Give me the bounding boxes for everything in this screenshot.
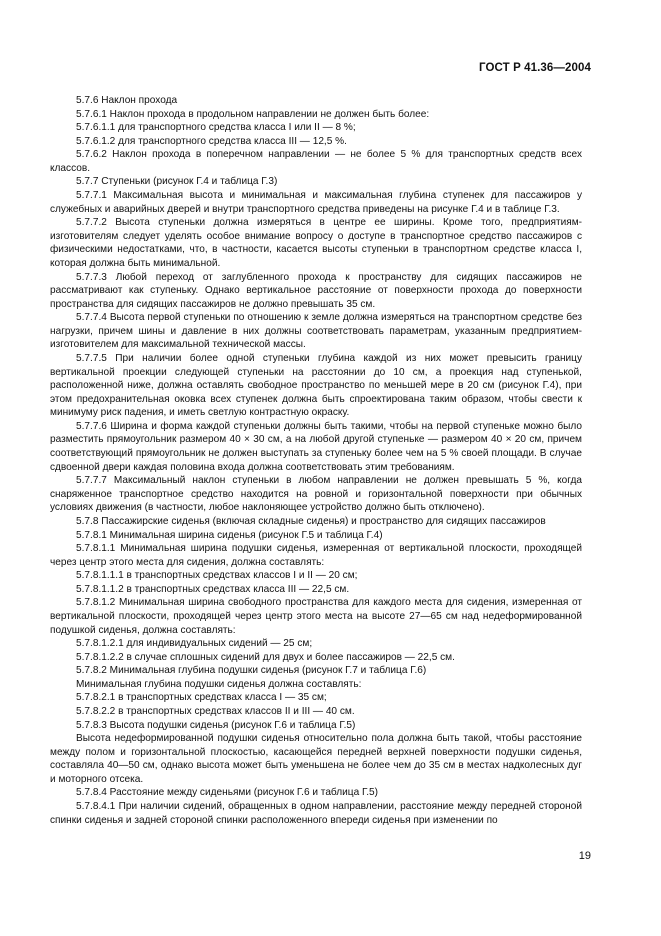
document-body	[50, 94, 582, 827]
paragraph: 5.7.7.5 При наличии более одной ступеньки глубина каждой из них может превысить границу вертикальной проекции следующей ступеньки на расстоянии до 10 см, а проекция над ступенькой, расположенной ниже, должна оставлять свободное пространство по меньшей мере в 20 см (рисунок Г.4), при этом предохранительная оковка всех ступенек должна быть спроектирована таким образом, чтобы свести к минимуму риск падения, и иметь светлую контрастную окраску.	[50, 352, 582, 419]
paragraph: 5.7.8.4 Расстояние между сиденьями (рисунок Г.6 и таблица Г.5)	[76, 787, 379, 799]
paragraph: 5.7.7.7 Максимальный наклон ступеньки в любом направлении не должен превышать 5 %, когда снаряженное транспортное средство находится на ровной и горизонтальной поверхности при обычных условиях движения (в частности, любое наклоняющее устройство должно быть отключено).	[50, 475, 582, 514]
paragraph: Минимальная глубина подушки сиденья должна составлять:	[76, 678, 362, 690]
paragraph: 5.7.8.1.2.1 для индивидуальных сидений — 25 см;	[76, 638, 313, 650]
paragraph: 5.7.7.1 Максимальная высота и минимальная и максимальная глубина ступенек для пассажиров у служебных и аварийных дверей и внутри транспортного средства приведены на рисунке Г.4 и в таблице Г.3.	[50, 190, 582, 215]
paragraph: 5.7.7.4 Высота первой ступеньки по отношению к земле должна измеряться на транспортном средстве без нагрузки, причем шины и давление в них должны соответствовать параметрам, указанным предприятием-изготовителем для максимальной технической массы.	[50, 312, 582, 351]
paragraph: 5.7.8.3 Высота подушки сиденья (рисунок Г.6 и таблица Г.5)	[76, 719, 356, 731]
page-number: 19	[578, 850, 591, 862]
paragraph: 5.7.7.2 Высота ступеньки должна измеряться в центре ее ширины. Кроме того, предприятиям-изготовителям следует уделять особое внимание вопросу о доступе в транспортное средство пассажиров с физическими недостатками, что, в частности, касается высоты ступеньки в транспортном средстве класса I, которая должна быть минимальной.	[50, 217, 582, 269]
paragraph: 5.7.8.1.1.1 в транспортных средствах классов I и II — 20 см;	[76, 570, 358, 582]
paragraph: 5.7.8.1.2.2 в случае сплошных сидений для двух и более пассажиров — 22,5 см.	[76, 651, 455, 663]
paragraph: 5.7.7 Ступеньки (рисунок Г.4 и таблица Г.3)	[76, 176, 278, 188]
paragraph: 5.7.6.2 Наклон прохода в поперечном направлении — не более 5 % для транспортных средств всех классов.	[50, 149, 582, 174]
paragraph: 5.7.7.3 Любой переход от заглубленного прохода к пространству для сидящих пассажиров не рассматривают как ступеньку. Однако вертикальное расстояние от поверхности прохода до поверхности пространства для сидящих пассажиров не должно превышать 35 см.	[50, 271, 582, 310]
paragraph: 5.7.6.1.1 для транспортного средства класса I или II — 8 %;	[76, 122, 356, 134]
paragraph: 5.7.6 Наклон прохода	[76, 95, 178, 106]
paragraph: 5.7.8.1.2 Минимальная ширина свободного пространства для каждого места для сидения, измеренная от вертикальной плоскости, проходящей через центр этого места на высоте 27—65 см над недеформированной подушкой сиденья, должна составлять:	[50, 597, 582, 636]
paragraph: 5.7.6.1.2 для транспортного средства класса III — 12,5 %.	[76, 135, 347, 147]
paragraph: 5.7.8.1.1 Минимальная ширина подушки сиденья, измеренная от вертикальной плоскости, проходящей через центр этого места для сидения, должна составлять:	[50, 543, 582, 568]
paragraph: 5.7.8.2 Минимальная глубина подушки сиденья (рисунок Г.7 и таблица Г.6)	[76, 665, 427, 677]
paragraph: 5.7.7.6 Ширина и форма каждой ступеньки должны быть такими, чтобы на первой ступеньке можно было разместить прямоугольник размером 40 × 30 см, а на любой другой ступеньке — размером 40 × 20 см, причем соответствующий прямоугольник не должен выступать за ступеньку более чем на 5 % своей площади. В случае сдвоенной двери каждая половина входа должна соответствовать этим требованиям.	[50, 420, 582, 473]
paragraph: Высота недеформированной подушки сиденья относительно пола должна быть такой, чтобы расстояние между полом и горизонтальной плоскостью, касающейся передней верхней поверхности подушки сиденья, составляла 40—50 см, однако высота может быть уменьшена не более чем до 35 см в местах надколесных дуг и моторного отсека.	[50, 733, 582, 785]
document-header: ГОСТ Р 41.36—2004	[479, 62, 591, 74]
paragraph: 5.7.8 Пассажирские сиденья (включая складные сиденья) и пространство для сидящих пассажиров	[76, 515, 546, 527]
paragraph: 5.7.8.4.1 При наличии сидений, обращенных в одном направлении, расстояние между передней стороной спинки сиденья и задней стороной спинки расположенного впереди сиденья при изменении по	[50, 801, 582, 826]
paragraph: 5.7.8.1 Минимальная ширина сиденья (рисунок Г.5 и таблица Г.4)	[76, 529, 383, 541]
paragraph: 5.7.6.1 Наклон прохода в продольном направлении не должен быть более:	[76, 108, 430, 120]
paragraph: 5.7.8.2.2 в транспортных средствах классов II и III — 40 см.	[76, 706, 355, 718]
paragraph: 5.7.8.2.1 в транспортных средствах класса I — 35 см;	[76, 692, 327, 704]
paragraph: 5.7.8.1.1.2 в транспортных средствах класса III — 22,5 см.	[76, 583, 350, 595]
